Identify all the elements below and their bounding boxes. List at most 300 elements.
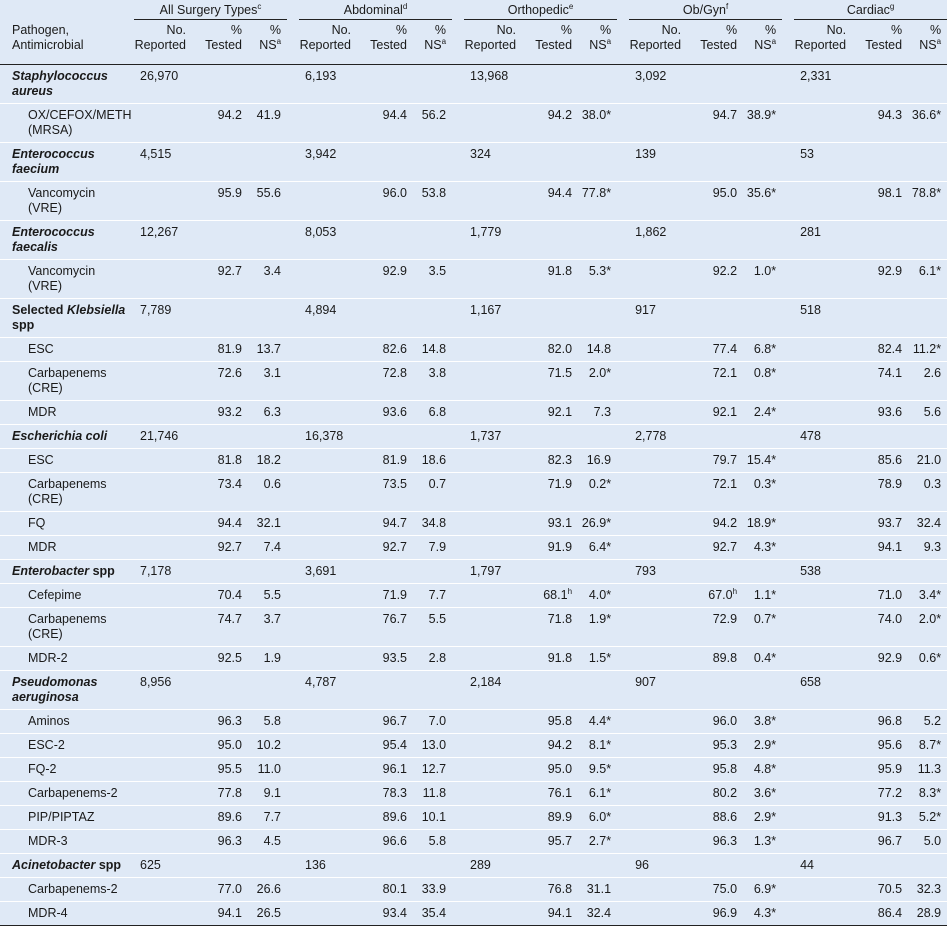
pct-tested-cell: 77.0: [217, 882, 242, 896]
pct-ns-cell: 0.7: [428, 477, 447, 491]
empty-cell: [522, 299, 578, 338]
pct-tested-cell: 93.5: [382, 651, 408, 665]
pct-tested-cell: 91.3: [877, 810, 903, 824]
empty-cell: [134, 734, 192, 758]
empty-cell: [794, 902, 852, 926]
empty-cell: [794, 878, 852, 902]
empty-cell: [192, 299, 248, 338]
pathogen-row: [0, 560, 947, 584]
empty-cell: [522, 65, 578, 104]
pct-ns-cell: 6.1*: [918, 264, 942, 278]
empty-cell: [687, 671, 743, 710]
empty-cell: [852, 560, 908, 584]
pct-ns-cell: 3.4*: [918, 588, 942, 602]
empty-cell: [743, 65, 782, 104]
pct-tested-cell: 92.9: [382, 264, 408, 278]
pct-tested-cell: 71.0: [877, 588, 903, 602]
pct-ns-cell: 0.3: [923, 477, 942, 491]
pct-tested-cell: 88.6: [712, 810, 738, 824]
pct-ns-cell: 7.0: [428, 714, 447, 728]
empty-cell: [578, 560, 617, 584]
antimicrobial-row: [0, 806, 947, 830]
pct-tested-cell: 71.8: [547, 612, 573, 626]
antimicrobial-name: OX/CEFOX/METH (MRSA): [28, 108, 132, 137]
no-reported-cell: 625: [140, 858, 161, 872]
empty-cell: [794, 608, 852, 647]
pct-tested-cell: 81.9: [382, 453, 408, 467]
pct-ns-cell: 34.8: [421, 516, 447, 530]
empty-cell: [578, 299, 617, 338]
empty-cell: [743, 425, 782, 449]
column-header-pct-tested: % Tested: [700, 23, 738, 52]
pct-ns-cell: 36.6*: [911, 108, 942, 122]
pct-tested-cell: 95.4: [382, 738, 408, 752]
pct-ns-cell: 10.2: [256, 738, 282, 752]
empty-cell: [629, 182, 687, 221]
empty-cell: [743, 560, 782, 584]
pct-tested-cell: 92.7: [217, 540, 242, 554]
no-reported-cell: 16,378: [305, 429, 344, 443]
no-reported-cell: 281: [800, 225, 821, 239]
empty-cell: [908, 143, 947, 182]
empty-cell: [629, 878, 687, 902]
pct-tested-cell: 76.8: [547, 882, 573, 896]
pct-ns-cell: 26.9*: [581, 516, 612, 530]
empty-cell: [134, 338, 192, 362]
pct-ns-cell: 3.8: [428, 366, 447, 380]
pct-tested-cell: 76.1: [547, 786, 573, 800]
pct-tested-cell: 95.8: [547, 714, 573, 728]
pct-tested-cell: 95.0: [217, 738, 242, 752]
pct-ns-cell: 13.0: [421, 738, 447, 752]
empty-cell: [299, 338, 357, 362]
empty-cell: [629, 362, 687, 401]
pct-tested-cell: 93.4: [382, 906, 408, 920]
empty-cell: [794, 512, 852, 536]
pct-ns-cell: 7.7: [263, 810, 282, 824]
pathogen-name: Acinetobacter spp: [12, 858, 122, 872]
antimicrobial-name: Cefepime: [28, 588, 82, 602]
pct-tested-cell: 77.4: [712, 342, 738, 356]
group-header-row: [0, 0, 947, 23]
no-reported-cell: 4,787: [305, 675, 337, 689]
empty-cell: [299, 362, 357, 401]
empty-cell: [578, 854, 617, 878]
empty-cell: [578, 221, 617, 260]
pathogen-name: Enterococcus faecium: [12, 147, 95, 176]
empty-cell: [192, 671, 248, 710]
antimicrobial-name: FQ-2: [28, 762, 57, 776]
pct-ns-cell: 53.8: [421, 186, 447, 200]
antimicrobial-row: [0, 647, 947, 671]
empty-cell: [908, 560, 947, 584]
empty-cell: [248, 560, 287, 584]
pct-tested-cell: 94.2: [547, 738, 573, 752]
column-header-no-reported: No. Reported: [134, 23, 186, 52]
pct-ns-cell: 14.8: [586, 342, 612, 356]
empty-cell: [299, 734, 357, 758]
pct-ns-cell: 0.2*: [588, 477, 612, 491]
pct-ns-cell: 7.7: [428, 588, 447, 602]
pct-tested-cell: 91.9: [547, 540, 573, 554]
empty-cell: [908, 425, 947, 449]
empty-cell: [134, 473, 192, 512]
pct-ns-cell: 2.4*: [753, 405, 777, 419]
empty-cell: [134, 902, 192, 926]
pct-ns-cell: 8.7*: [918, 738, 942, 752]
empty-cell: [134, 878, 192, 902]
no-reported-cell: 44: [800, 858, 814, 872]
pct-tested-cell: 93.2: [217, 405, 242, 419]
empty-cell: [413, 221, 452, 260]
antimicrobial-name: PIP/PIPTAZ: [28, 810, 95, 824]
column-header-pct-ns: % $NS^a$: [424, 23, 447, 52]
empty-cell: [629, 536, 687, 560]
pct-tested-cell: 92.5: [217, 651, 242, 665]
pct-tested-cell: 89.8: [712, 651, 738, 665]
empty-cell: [743, 854, 782, 878]
antimicrobial-name: MDR: [28, 405, 57, 419]
empty-cell: [629, 647, 687, 671]
pct-tested-cell: 96.6: [382, 834, 408, 848]
pct-ns-cell: 7.4: [263, 540, 282, 554]
pct-tested-cell: 94.2: [217, 108, 242, 122]
pct-ns-cell: 3.4: [263, 264, 282, 278]
empty-cell: [192, 143, 248, 182]
pct-tested-cell: 82.0: [547, 342, 573, 356]
pct-tested-cell: 82.3: [547, 453, 573, 467]
pct-tested-cell: 95.0: [547, 762, 573, 776]
empty-cell: [464, 830, 522, 854]
pct-ns-cell: 4.5: [263, 834, 282, 848]
pct-tested-cell: 76.7: [382, 612, 408, 626]
antimicrobial-name: Carbapenems (CRE): [28, 612, 107, 641]
pct-tested-cell: 92.7: [382, 540, 408, 554]
pct-ns-cell: 3.7: [263, 612, 282, 626]
empty-cell: [794, 104, 852, 143]
pct-tested-cell: 71.9: [547, 477, 573, 491]
pct-ns-cell: 3.8*: [753, 714, 777, 728]
pct-tested-cell: 75.0: [712, 882, 738, 896]
no-reported-cell: 53: [800, 147, 814, 161]
empty-cell: [794, 830, 852, 854]
pct-tested-cell: 77.2: [877, 786, 903, 800]
antimicrobial-name: Carbapenems-2: [28, 786, 118, 800]
empty-cell: [629, 401, 687, 425]
no-reported-cell: 96: [635, 858, 649, 872]
group-header-all-surgery: All Surgery Types$^c$: [134, 0, 287, 23]
empty-cell: [852, 143, 908, 182]
empty-cell: [522, 425, 578, 449]
no-reported-cell: 518: [800, 303, 821, 317]
empty-cell: [134, 512, 192, 536]
empty-cell: [687, 221, 743, 260]
empty-cell: [192, 560, 248, 584]
pct-ns-cell: 6.0*: [588, 810, 612, 824]
empty-cell: [299, 806, 357, 830]
pct-ns-cell: 38.0*: [581, 108, 612, 122]
pct-ns-cell: 2.7*: [588, 834, 612, 848]
pathogen-name: Escherichia coli: [12, 429, 108, 443]
empty-cell: [464, 734, 522, 758]
empty-cell: [134, 710, 192, 734]
pct-ns-cell: 3.5: [428, 264, 447, 278]
pct-ns-cell: 3.1: [263, 366, 282, 380]
empty-cell: [134, 782, 192, 806]
pct-ns-cell: 18.2: [256, 453, 282, 467]
empty-cell: [687, 65, 743, 104]
empty-cell: [908, 65, 947, 104]
pct-tested-cell: 78.9: [877, 477, 903, 491]
empty-cell: [464, 758, 522, 782]
pct-ns-cell: 2.8: [428, 651, 447, 665]
pct-ns-cell: 15.4*: [746, 453, 777, 467]
pathogen-name: Enterobacter spp: [12, 564, 115, 578]
antimicrobial-row: [0, 710, 947, 734]
empty-cell: [248, 221, 287, 260]
column-header-pct-ns: % $NS^a$: [754, 23, 777, 52]
antimicrobial-row: [0, 608, 947, 647]
empty-cell: [299, 182, 357, 221]
no-reported-cell: 2,331: [800, 69, 832, 83]
antimicrobial-name: MDR-2: [28, 651, 68, 665]
pct-ns-cell: 56.2: [421, 108, 447, 122]
empty-cell: [629, 830, 687, 854]
pct-ns-cell: 4.8*: [753, 762, 777, 776]
empty-cell: [629, 512, 687, 536]
empty-cell: [299, 902, 357, 926]
pct-tested-cell: 92.7: [217, 264, 242, 278]
antimicrobial-row: [0, 830, 947, 854]
no-reported-cell: 4,515: [140, 147, 172, 161]
column-header-no-reported: No. Reported: [629, 23, 682, 52]
pct-ns-cell: 32.1: [256, 516, 282, 530]
empty-cell: [852, 671, 908, 710]
empty-cell: [908, 299, 947, 338]
no-reported-cell: 658: [800, 675, 821, 689]
empty-cell: [357, 854, 413, 878]
pct-ns-cell: 7.9: [428, 540, 447, 554]
pct-ns-cell: 2.9*: [753, 810, 777, 824]
pct-ns-cell: 11.2*: [912, 342, 942, 356]
pct-ns-cell: 5.2: [923, 714, 942, 728]
no-reported-cell: 21,746: [140, 429, 179, 443]
pathogen-name: Selected Klebsiella spp: [12, 303, 126, 332]
empty-cell: [908, 221, 947, 260]
pct-tested-cell: 96.7: [877, 834, 903, 848]
empty-cell: [687, 299, 743, 338]
empty-cell: [248, 299, 287, 338]
empty-cell: [299, 260, 357, 299]
empty-cell: [794, 734, 852, 758]
column-header-row: [0, 23, 947, 65]
pct-ns-cell: 2.0*: [918, 612, 942, 626]
empty-cell: [299, 830, 357, 854]
antimicrobial-row: [0, 536, 947, 560]
antimicrobial-name: Vancomycin (VRE): [28, 264, 96, 293]
pct-tested-cell: 93.6: [877, 405, 903, 419]
empty-cell: [464, 401, 522, 425]
no-reported-cell: 136: [305, 858, 326, 872]
empty-cell: [248, 854, 287, 878]
empty-cell: [464, 608, 522, 647]
no-reported-cell: 3,092: [635, 69, 667, 83]
pathogen-name: Staphylococcus aureus: [12, 69, 108, 98]
empty-cell: [134, 104, 192, 143]
empty-cell: [248, 143, 287, 182]
antimicrobial-name: Carbapenems-2: [28, 882, 118, 896]
pct-tested-cell: 96.3: [217, 834, 242, 848]
empty-cell: [794, 782, 852, 806]
pct-ns-cell: 26.6: [256, 882, 282, 896]
pct-tested-cell: 95.0: [712, 186, 738, 200]
empty-cell: [299, 536, 357, 560]
empty-cell: [464, 584, 522, 608]
pct-tested-cell: 79.7: [712, 453, 738, 467]
empty-cell: [299, 401, 357, 425]
empty-cell: [629, 473, 687, 512]
pct-tested-cell: 93.1: [547, 516, 573, 530]
no-reported-cell: 289: [470, 858, 491, 872]
pct-tested-cell: 70.4: [217, 588, 242, 602]
antimicrobial-name: ESC: [28, 342, 54, 356]
no-reported-cell: 26,970: [140, 69, 179, 83]
empty-cell: [134, 758, 192, 782]
empty-cell: [629, 338, 687, 362]
pathogen-name: Enterococcus faecalis: [12, 225, 95, 254]
antimicrobial-row: [0, 182, 947, 221]
empty-cell: [357, 221, 413, 260]
pct-tested-cell: 96.8: [877, 714, 903, 728]
antimicrobial-row: [0, 449, 947, 473]
pct-ns-cell: 0.3*: [753, 477, 777, 491]
no-reported-cell: 324: [470, 147, 491, 161]
pct-ns-cell: 78.8*: [911, 186, 942, 200]
pct-ns-cell: 13.7: [256, 342, 282, 356]
pct-ns-cell: 8.3*: [918, 786, 942, 800]
pct-ns-cell: 14.8: [421, 342, 447, 356]
pct-ns-cell: 4.3*: [753, 540, 777, 554]
pct-tested-cell: 98.1: [877, 186, 903, 200]
pct-ns-cell: 6.9*: [753, 882, 777, 896]
pct-tested-cell: 94.1: [217, 906, 242, 920]
empty-cell: [464, 806, 522, 830]
pct-ns-cell: 9.5*: [588, 762, 612, 776]
empty-cell: [794, 806, 852, 830]
pct-ns-cell: 6.3: [263, 405, 282, 419]
empty-cell: [464, 878, 522, 902]
pct-ns-cell: 35.6*: [746, 186, 777, 200]
empty-cell: [299, 584, 357, 608]
antimicrobial-name: Carbapenems (CRE): [28, 477, 107, 506]
no-reported-cell: 12,267: [140, 225, 179, 239]
no-reported-cell: 8,053: [305, 225, 337, 239]
antimicrobial-name: MDR-3: [28, 834, 68, 848]
empty-cell: [852, 221, 908, 260]
empty-cell: [299, 782, 357, 806]
empty-cell: [522, 671, 578, 710]
pct-tested-cell: 92.1: [712, 405, 738, 419]
antimicrobial-row: [0, 878, 947, 902]
pct-ns-cell: 0.6*: [918, 651, 942, 665]
antimicrobial-name: MDR: [28, 540, 57, 554]
empty-cell: [134, 806, 192, 830]
antimicrobial-row: [0, 473, 947, 512]
empty-cell: [413, 143, 452, 182]
no-reported-cell: 3,691: [305, 564, 337, 578]
pct-ns-cell: 55.6: [256, 186, 282, 200]
pct-ns-cell: 5.5: [428, 612, 447, 626]
pathogen-row: [0, 671, 947, 710]
no-reported-cell: 2,184: [470, 675, 502, 689]
column-header-no-reported: No. Reported: [464, 23, 517, 52]
empty-cell: [794, 362, 852, 401]
pct-ns-cell: 2.9*: [753, 738, 777, 752]
empty-cell: [134, 647, 192, 671]
empty-cell: [794, 449, 852, 473]
pct-tested-cell: 95.6: [877, 738, 903, 752]
pct-ns-cell: 33.9: [421, 882, 447, 896]
empty-cell: [357, 671, 413, 710]
pct-tested-cell: 89.9: [547, 810, 573, 824]
pct-tested-cell: 94.7: [712, 108, 738, 122]
empty-cell: [794, 536, 852, 560]
empty-cell: [629, 449, 687, 473]
pct-tested-cell: 77.8: [217, 786, 242, 800]
pct-tested-cell: 71.9: [382, 588, 408, 602]
pct-tested-cell: 89.6: [217, 810, 242, 824]
empty-cell: [578, 425, 617, 449]
empty-cell: [192, 65, 248, 104]
empty-cell: [629, 902, 687, 926]
pct-tested-cell: 95.9: [877, 762, 903, 776]
pct-ns-cell: 32.3: [916, 882, 942, 896]
empty-cell: [743, 221, 782, 260]
empty-cell: [687, 854, 743, 878]
empty-cell: [629, 104, 687, 143]
column-header-pct-tested: % Tested: [370, 23, 408, 52]
empty-cell: [299, 878, 357, 902]
pct-tested-cell: 96.3: [217, 714, 242, 728]
empty-cell: [464, 362, 522, 401]
pathogen-row: [0, 221, 947, 260]
pct-tested-cell: 93.6: [382, 405, 408, 419]
pct-ns-cell: 35.4: [421, 906, 447, 920]
pct-ns-cell: 5.0: [923, 834, 942, 848]
pct-ns-cell: 18.6: [421, 453, 447, 467]
empty-cell: [687, 143, 743, 182]
pct-tested-cell: 72.9: [712, 612, 738, 626]
empty-cell: [299, 710, 357, 734]
pct-ns-cell: 16.9: [586, 453, 612, 467]
pct-ns-cell: 0.4*: [753, 651, 777, 665]
empty-cell: [299, 758, 357, 782]
antimicrobial-row: [0, 362, 947, 401]
antimicrobial-row: [0, 104, 947, 143]
pct-tested-cell: 81.9: [217, 342, 242, 356]
empty-cell: [192, 425, 248, 449]
antimicrobial-name: MDR-4: [28, 906, 68, 920]
empty-cell: [743, 143, 782, 182]
empty-cell: [794, 473, 852, 512]
pct-tested-cell: 70.5: [877, 882, 903, 896]
pct-ns-cell: 4.4*: [588, 714, 612, 728]
empty-cell: [192, 221, 248, 260]
column-header-pct-tested: % Tested: [205, 23, 242, 52]
pct-ns-cell: 5.8: [263, 714, 282, 728]
empty-cell: [464, 473, 522, 512]
pct-tested-cell: 95.9: [217, 186, 242, 200]
